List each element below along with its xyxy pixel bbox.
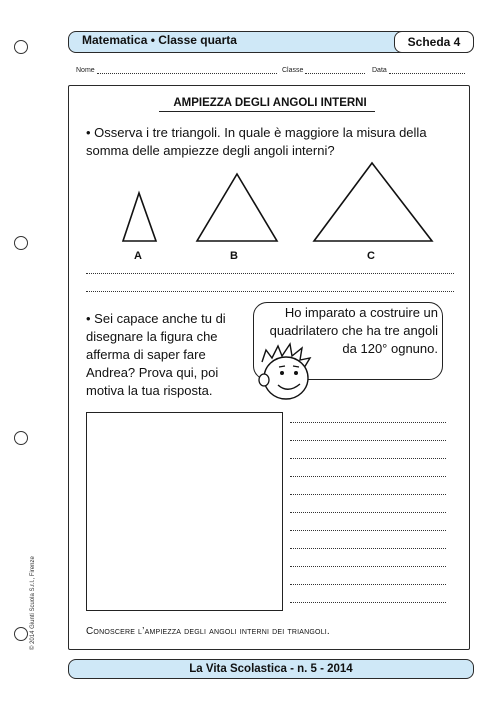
- answer-line[interactable]: [290, 566, 446, 567]
- copyright-notice: © 2014 Giunti Scuola S.r.l., Firenze: [30, 556, 36, 650]
- answer-line[interactable]: [290, 494, 446, 495]
- answer-line[interactable]: [290, 602, 446, 603]
- triangle-a: [123, 193, 156, 241]
- date-blank: [389, 66, 465, 74]
- boy-illustration: [252, 340, 322, 410]
- answer-line[interactable]: [290, 530, 446, 531]
- triangle-label-a: A: [134, 250, 142, 262]
- triangles-figure: [80, 160, 460, 250]
- answer-line[interactable]: [86, 291, 454, 292]
- drawing-area[interactable]: [86, 412, 283, 611]
- date-field[interactable]: [372, 66, 465, 74]
- class-blank: [305, 66, 365, 74]
- class-field[interactable]: [282, 66, 365, 74]
- triangle-label-c: C: [367, 250, 375, 262]
- binder-hole: [14, 236, 28, 250]
- answer-line[interactable]: [290, 440, 446, 441]
- triangle-c: [314, 163, 432, 241]
- answer-line[interactable]: [290, 422, 446, 423]
- subject-title: Matematica • Classe quarta: [82, 33, 237, 47]
- question-2: • Sei capace anche tu di disegnare la figura che afferma di saper fare Andrea? Prova qui, poi motiva la tua risposta.: [86, 311, 226, 398]
- name-blank: [97, 66, 277, 74]
- binder-hole: [14, 431, 28, 445]
- binder-hole: [14, 627, 28, 641]
- sheet-number: Scheda 4: [394, 31, 474, 53]
- binder-hole: [14, 40, 28, 54]
- learning-objective: Conoscere l’ampiezza degli angoli interni dei triangoli.: [86, 626, 330, 637]
- answer-line[interactable]: [290, 512, 446, 513]
- answer-line[interactable]: [86, 273, 454, 274]
- footer-bar: La Vita Scolastica - n. 5 - 2014: [68, 659, 474, 679]
- answer-line[interactable]: [290, 548, 446, 549]
- question-1: • Osserva i tre triangoli. In quale è maggiore la misura della somma delle ampiezze degli angoli interni?: [86, 125, 427, 158]
- section-title: AMPIEZZA DEGLI ANGOLI INTERNI: [173, 97, 367, 109]
- name-field[interactable]: [76, 66, 277, 74]
- answer-line[interactable]: [290, 458, 446, 459]
- speech-bubble-text: Ho imparato a costruire un quadrilatero che ha tre angoli da 120° ognuno.: [269, 305, 438, 356]
- name-label: Nome: [76, 67, 95, 74]
- title-underline: [159, 111, 375, 112]
- answer-line[interactable]: [290, 476, 446, 477]
- triangle-b: [197, 174, 277, 241]
- answer-line[interactable]: [290, 584, 446, 585]
- date-label: Data: [372, 67, 387, 74]
- triangle-label-b: B: [230, 250, 238, 262]
- class-label: Classe: [282, 67, 304, 74]
